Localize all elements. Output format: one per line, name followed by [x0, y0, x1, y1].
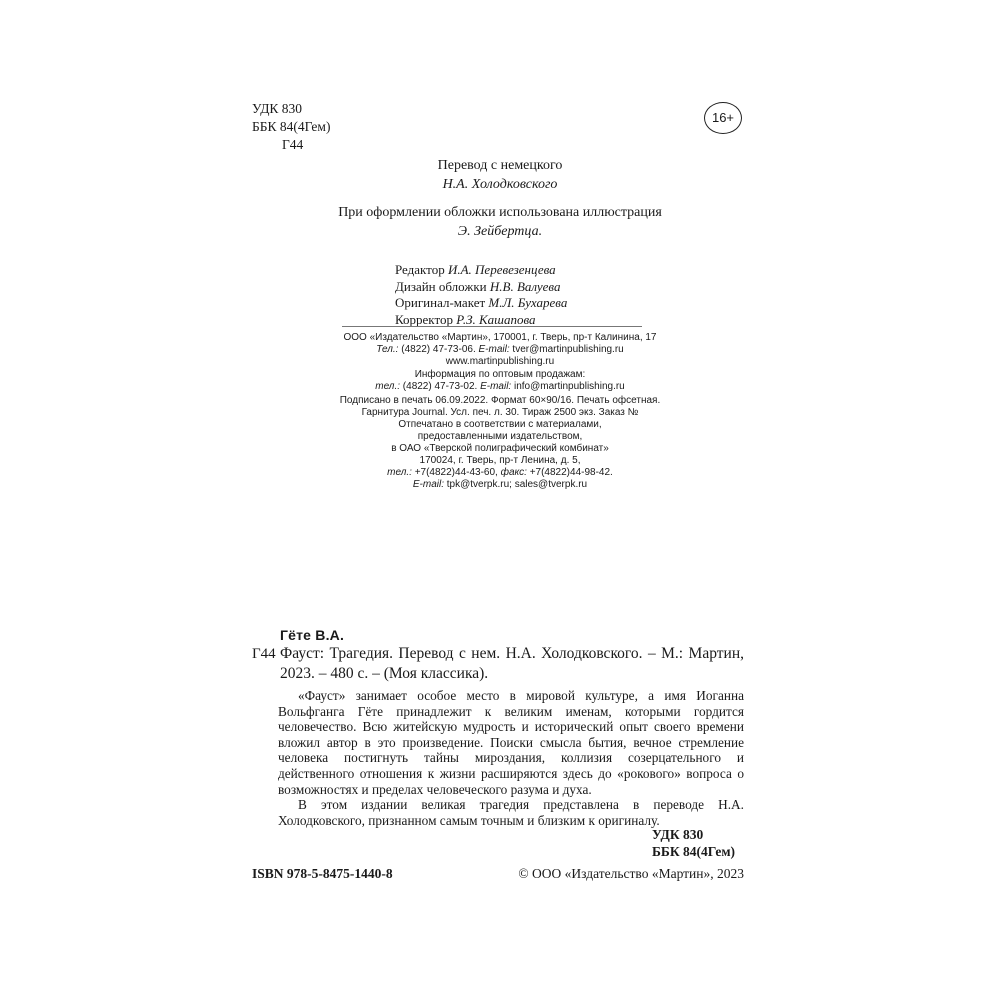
print-info-line: предоставленными издательством,: [417, 431, 583, 442]
annotation-paragraph: «Фауст» занимает особое место в мировой культуре, а имя Иоганна Вольфганга Гёте принадлежит к великим именам, которыми гордится человечество. Всю житейскую мудрость и исторический опыт своего времени вложил автор в это произведение. Поиски смысла бытия, вечное стремление человека постигнуть тайны мироздания, коллизия созерцательного и действенного отношения к жизни расширяются здесь до «рокового» вопроса о возможностях и пределах человеческого разума и духа.: [278, 688, 744, 797]
publisher-address: ООО «Издательство «Мартин», 170001, г. Тверь, пр-т Калинина, 17: [343, 332, 657, 343]
translator-name: Н.А. Холодковского: [442, 177, 558, 192]
printer-phones: тел.: +7(4822)44-43-60, факс: +7(4822)44-98-42.: [387, 467, 613, 478]
staff-role: Корректор: [395, 311, 453, 327]
staff-credits: [395, 262, 567, 328]
print-info-line: Отпечатано в соответствии с материалами,: [398, 419, 602, 430]
annotation: [278, 688, 744, 828]
bbk-code: ББК 84(4Гем): [252, 119, 331, 134]
staff-line: [395, 295, 567, 312]
staff-line: [395, 262, 567, 279]
staff-role: Редактор: [395, 262, 445, 277]
udk-code-bottom: УДК 830: [652, 827, 704, 842]
staff-name: И.А. Перевезенцева: [447, 262, 556, 277]
publisher-site: www.martinpublishing.ru: [445, 356, 555, 367]
classification-bottom: [652, 826, 735, 860]
print-info-line: 170024, г. Тверь, пр-т Ленина, д. 5,: [419, 455, 581, 466]
print-info-line: в ОАО «Тверской полиграфический комбинат»: [391, 443, 609, 454]
staff-name: Н.В. Валуева: [489, 278, 561, 294]
staff-name: М.Л. Бухарева: [488, 295, 568, 310]
translation-line: Перевод с немецкого: [437, 158, 563, 173]
staff-role: Оригинал-макет: [395, 295, 486, 310]
print-info-line: Подписано в печать 06.09.2022. Формат 60×90/16. Печать офсетная.: [339, 395, 661, 406]
isbn: ISBN 978-5-8475-1440-8: [252, 866, 393, 881]
cover-note: При оформлении обложки использована иллюстрация: [338, 205, 662, 220]
copyright: © ООО «Издательство «Мартин», 2023: [518, 866, 744, 881]
printer-email: E-mail: tpk@tverpk.ru; sales@tverpk.ru: [412, 479, 588, 490]
catalog-author: Гёте В.А.: [280, 627, 345, 643]
classification-block: [252, 100, 330, 154]
annotation-paragraph: В этом издании великая трагедия представлена в переводе Н.А. Холодковского, признанном самым точным и близким к оригиналу.: [278, 797, 744, 828]
cover-artist: Э. Зейбертца.: [457, 224, 543, 239]
udk-code: УДК 830: [252, 101, 303, 116]
catalog-code: Г44: [252, 646, 276, 662]
staff-role: Дизайн обложки: [395, 278, 487, 294]
publisher-contacts: Тел.: (4822) 47-73-06. E-mail: tver@martinpublishing.ru: [376, 344, 624, 355]
wholesale-contacts: тел.: (4822) 47-73-02. E-mail: info@martinpublishing.ru: [375, 381, 625, 392]
staff-name: Р.З. Кашапова: [456, 311, 536, 327]
divider-rule: [342, 326, 642, 327]
wholesale-heading: Информация по оптовым продажам:: [414, 369, 586, 380]
staff-line: [395, 279, 567, 296]
age-rating-badge: 16+: [704, 102, 742, 134]
bbk-code-bottom: ББК 84(4Гем): [652, 844, 736, 859]
catalog-description: Фауст: Трагедия. Перевод с нем. Н.А. Холодковского. – М.: Мартин, 2023. – 480 с. – (Моя классика).: [280, 645, 744, 682]
print-info-line: Гарнитура Journal. Усл. печ. л. 30. Тираж 2500 экз. Заказ №: [361, 407, 639, 418]
author-mark: Г44: [282, 137, 304, 152]
